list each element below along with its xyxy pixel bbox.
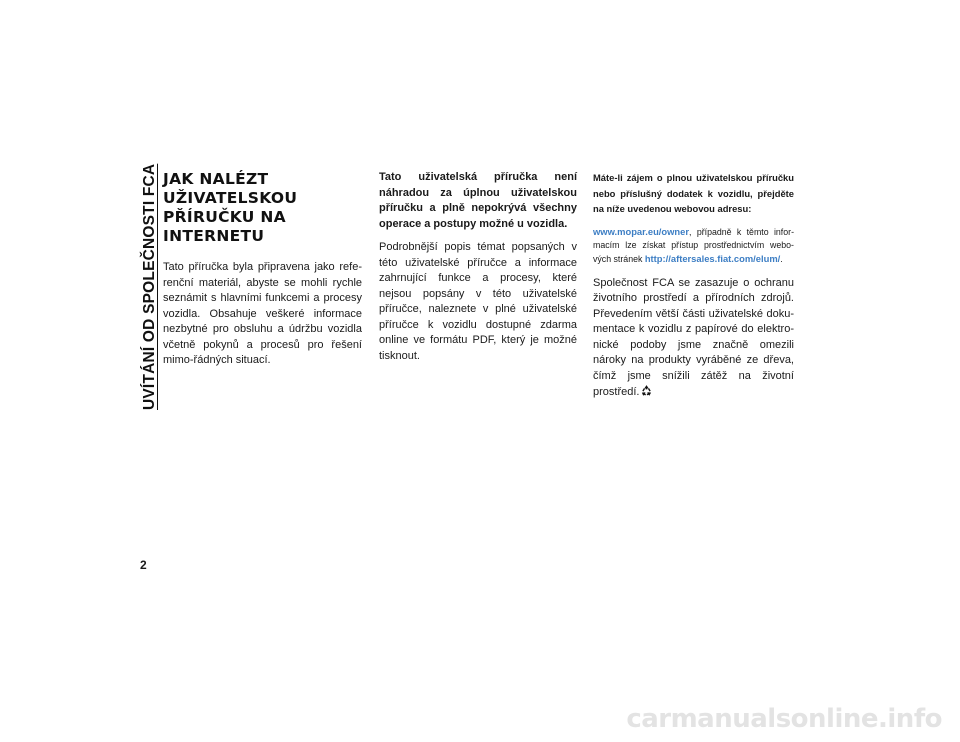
aftersales-link[interactable]: http://aftersales.fiat.com/elum/ [644, 253, 781, 265]
web-links-end-text: . [780, 254, 783, 265]
page-heading: JAK NALÉZT UŽIVATELSKOU PŘÍRUČKU NA INTERNETU [163, 170, 298, 245]
page-number: 2 [140, 558, 147, 572]
environment-text: Společnost FCA se zasazuje o ochranu životního prostředí a přírodních zdrojů. Převedením větší části uživatelské doku-mentace k vozidlu z papírové do elektro-nické podoby jsme značně omezili nároky na produkty vyráběné ze dřeva, čímž jsme snížili zátěž na životní prostředí. [593, 276, 794, 399]
column-1 [163, 170, 362, 369]
notice-paragraph: Tato uživatelská příručka není náhradou za úplnou uživatelskou příručku a plně nepokrývá všechny operace a postupy možné u vozidla. [379, 171, 577, 230]
recycle-icon [640, 384, 653, 397]
web-links-paragraph [593, 225, 794, 267]
mopar-link[interactable]: www.mopar.eu/owner [593, 225, 690, 237]
watermark: carmanualsonline.info [626, 704, 942, 734]
column-2 [379, 170, 577, 364]
environment-paragraph [593, 276, 794, 401]
web-links-mid-text: , případně k těmto infor-macím lze získat přístup prostřednictvím webo-vých stránek [593, 226, 794, 265]
request-paragraph: Máte-li zájem o plnou uživatelskou příručku nebo příslušný dodatek k vozidlu, přejděte na níže uvedenou webovou adresu: [593, 172, 794, 215]
section-side-tab-label: UVÍTÁNÍ OD SPOLEČNOSTI FCA [141, 163, 158, 410]
column-3 [593, 170, 794, 401]
section-side-tab [138, 160, 162, 410]
intro-paragraph: Tato příručka byla připravena jako refe-renční materiál, abyste se mohli rychle seznámit s hlavními funkcemi a procesy vozidla. Obsahuje veškeré informace nezbytné pro obsluhu a údržbu vozidla včetně pokynů a procesů pro řešení mimo-řádných situací. [163, 261, 362, 366]
details-paragraph: Podrobnější popis témat popsaných v této uživatelské příručce a informace zahrnující funkce a procesy, které nejsou popsány v této uživatelské příručce, naleznete v plné uživatelské příručce k vozidlu dostupné zdarma online ve formátu PDF, který je možné tisknout. [379, 241, 577, 362]
